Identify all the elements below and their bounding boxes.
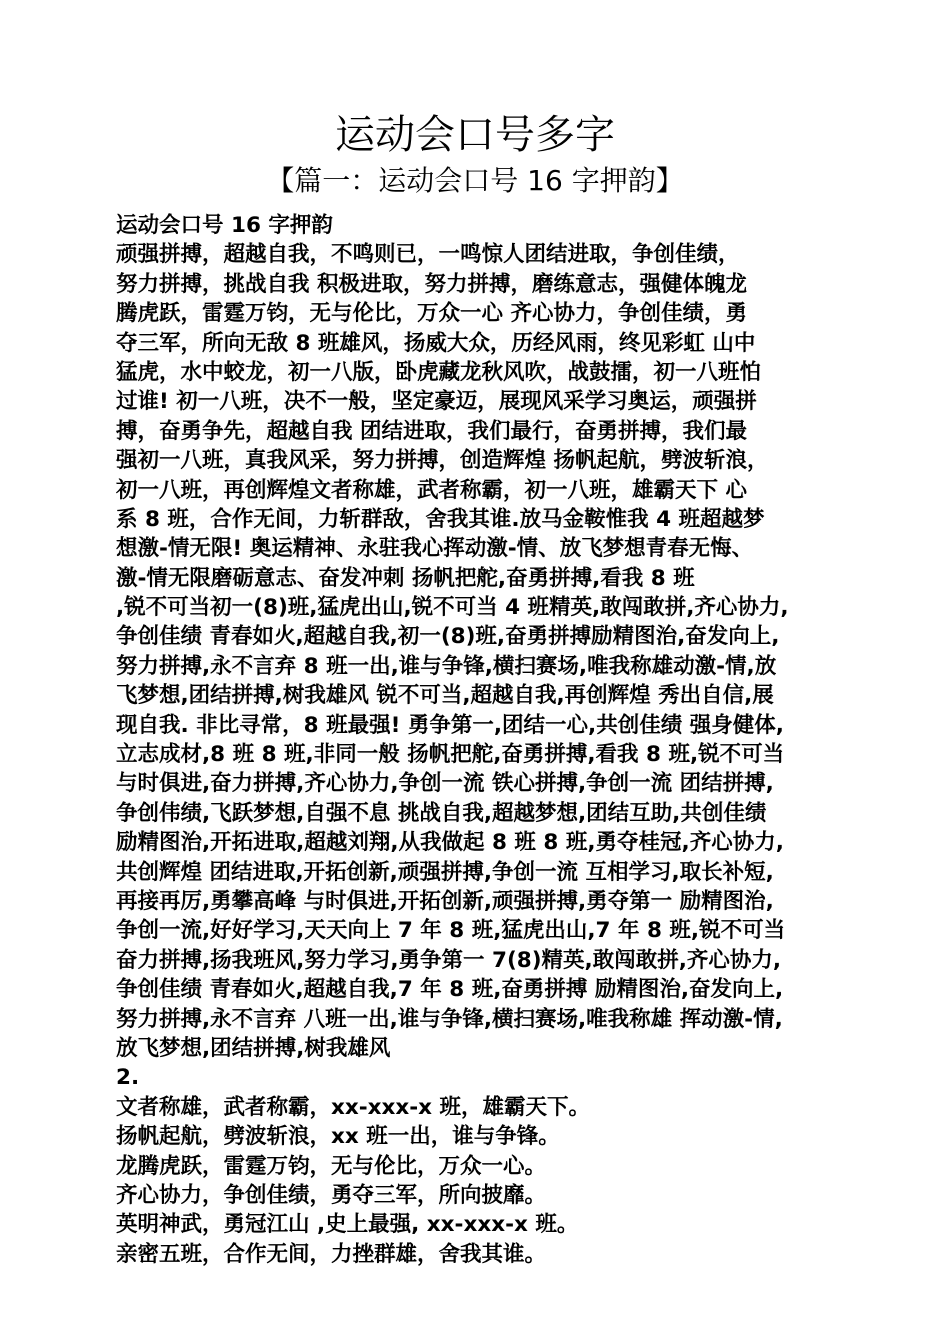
- text-line: 放飞梦想,团结拼搏,树我雄风: [116, 1035, 391, 1061]
- slogan-line: 齐心协力，争创佳绩，勇夺三军，所向披靡。: [116, 1182, 547, 1208]
- text-line: ,锐不可当初一(8)班,猛虎出山,锐不可当 4 班精英,敢闯敢拼,齐心协力,: [116, 595, 789, 621]
- document-subtitle: 【篇一：运动会口号 16 字押韵】: [266, 164, 684, 197]
- slogan-line: 扬帆起航，劈波斩浪，xx 班一出，谁与争锋。: [116, 1124, 560, 1150]
- text-line: 想激-情无限! 奥运精神、永驻我心挥动激-情、放飞梦想青春无悔、: [116, 536, 754, 562]
- text-line: 共创辉煌 团结进取,开拓创新,顽强拼搏,争创一流 互相学习,取长补短,: [116, 859, 774, 885]
- text-line: 运动会口号 16 字押韵: [116, 213, 333, 238]
- text-line: 强初一八班，真我风采，努力拼搏，创造辉煌 扬帆起航，劈波斩浪，: [116, 448, 769, 474]
- document-title: 运动会口号多字: [335, 112, 615, 158]
- text-line: 现自我. 非比寻常，8 班最强! 勇争第一,团结一心,共创佳绩 强身健体,: [116, 712, 784, 738]
- text-line: 系 8 班，合作无间，力斩群敌，舍我其谁.放马金鞍惟我 4 班超越梦: [116, 506, 765, 532]
- text-line: 立志成材,8 班 8 班,非同一般 扬帆把舵,奋勇拼搏,看我 8 班,锐不可当: [116, 742, 785, 768]
- text-line: 腾虎跃，雷霆万钧，无与伦比，万众一心 齐心协力，争创佳绩，勇: [116, 301, 747, 327]
- section-number: 2.: [116, 1065, 140, 1091]
- section-slogans-2: [116, 1093, 841, 1269]
- slogan-line: 亲密五班，合作无间，力挫群雄，舍我其谁。: [116, 1241, 547, 1267]
- text-line: 争创佳绩 青春如火,超越自我,初一(8)班,奋勇拼搏励精图治,奋发向上,: [116, 624, 780, 650]
- text-line: 争创佳绩 青春如火,超越自我,7 年 8 班,奋勇拼搏 励精图治,奋发向上,: [116, 977, 784, 1003]
- text-line: 飞梦想,团结拼搏,树我雄风 锐不可当,超越自我,再创辉煌 秀出自信,展: [116, 683, 774, 709]
- text-line: 努力拼搏,永不言弃 8 班一出,谁与争锋,横扫赛场,唯我称雄动激-情,放: [116, 653, 777, 679]
- text-line: 与时俱进,奋力拼搏,齐心协力,争创一流 铁心拼搏,争创一流 团结拼搏,: [116, 771, 774, 797]
- text-line: 奋力拼搏,扬我班风,努力学习,勇争第一 7(8)精英,敢闯敢拼,齐心协力,: [116, 947, 782, 973]
- text-line: 励精图治,开拓进取,超越刘翔,从我做起 8 班 8 班,勇夺桂冠,齐心协力,: [116, 830, 784, 856]
- text-line: 猛虎，水中蛟龙，初一八版，卧虎藏龙秋风吹，战鼓擂，初一八班怕: [116, 359, 762, 385]
- text-line: 初一八班，再创辉煌文者称雄，武者称霸，初一八班，雄霸天下 心: [116, 477, 747, 503]
- text-line: 努力拼搏,永不言弃 八班一出,谁与争锋,横扫赛场,唯我称雄 挥动激-情,: [116, 1006, 783, 1032]
- text-line: 争创伟绩,飞跃梦想,自强不息 挑战自我,超越梦想,团结互助,共创佳绩: [116, 800, 767, 826]
- section-slogans-16: [116, 211, 841, 1063]
- text-line: 激-情无限磨砺意志、奋发冲刺 扬帆把舵,奋勇拼搏,看我 8 班: [116, 565, 695, 591]
- text-line: 夺三军，所向无敌 8 班雄风，扬威大众，历经风雨，终见彩虹 山中: [116, 330, 756, 356]
- text-line: 顽强拼搏，超越自我，不鸣则已，一鸣惊人团结进取，争创佳绩，: [116, 242, 740, 268]
- text-line: 争创一流,好好学习,天天向上 7 年 8 班,猛虎出山,7 年 8 班,锐不可当: [116, 918, 786, 944]
- slogan-line: 龙腾虎跃，雷霆万钧，无与伦比，万众一心。: [116, 1153, 547, 1179]
- document-body: [116, 211, 841, 1269]
- text-line: 再接再厉,勇攀高峰 与时俱进,开拓创新,顽强拼搏,勇夺第一 励精图治,: [116, 888, 774, 914]
- text-line: 搏，奋勇争先，超越自我 团结进取，我们最行，奋勇拼搏，我们最: [116, 418, 747, 444]
- slogan-line: 文者称雄，武者称霸，xx-xxx-x 班，雄霸天下。: [116, 1094, 591, 1120]
- slogan-line: 英明神武，勇冠江山 ,史上最强, xx-xxx-x 班。: [116, 1212, 579, 1238]
- text-line: 努力拼搏，挑战自我 积极进取，努力拼搏，磨练意志，强健体魄龙: [116, 271, 747, 297]
- text-line: 过谁! 初一八班，决不一般，坚定豪迈，展现风采学习奥运，顽强拼: [116, 389, 757, 415]
